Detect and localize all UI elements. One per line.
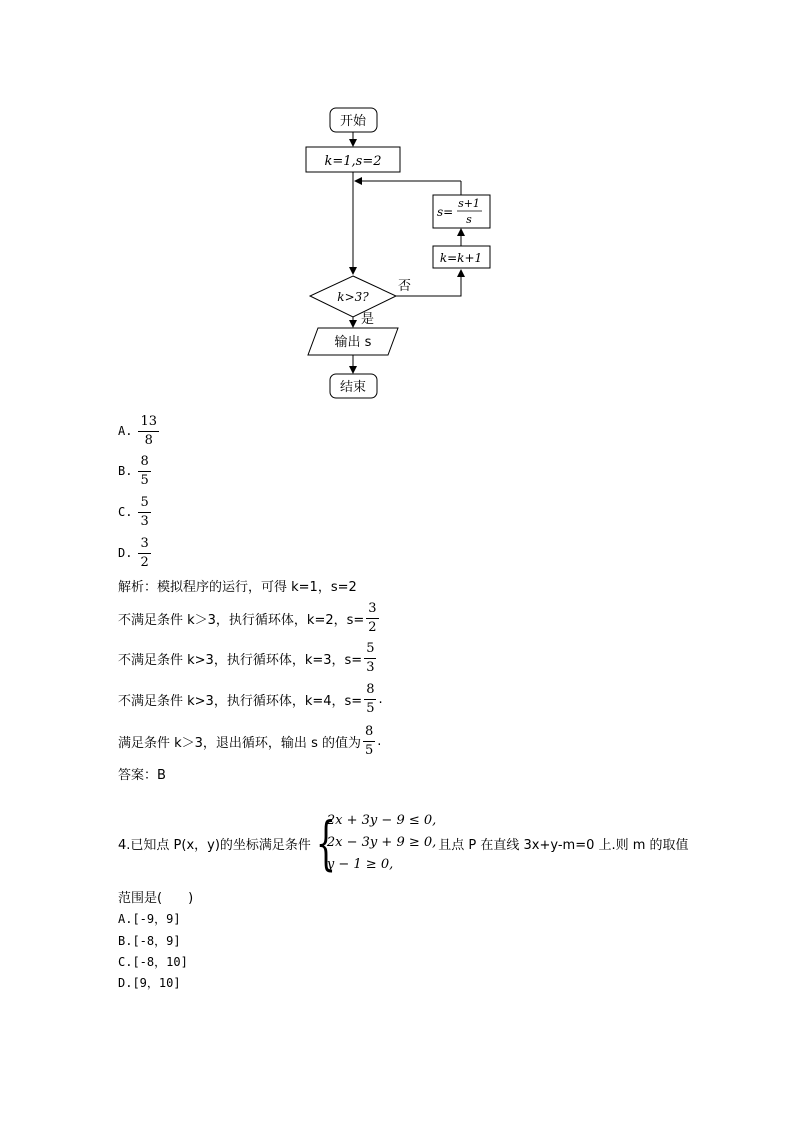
update-num: s+1 bbox=[458, 197, 480, 210]
analysis-line-5-fraction: $\frac{8}{5}$ bbox=[364, 723, 374, 758]
analysis-line-2-fraction: $\frac{3}{2}$ bbox=[368, 600, 377, 635]
update-den: s bbox=[466, 213, 472, 226]
condition-label: k>3? bbox=[337, 290, 369, 304]
end-label: 结束 bbox=[339, 380, 367, 395]
increment-label: k=k+1 bbox=[439, 251, 483, 265]
option-a-fraction: $\frac{13}{8}$ bbox=[140, 413, 157, 448]
analysis-line-4-fraction: $\frac{8}{5}$ bbox=[366, 681, 375, 716]
q4-option-d: D.[9，10] bbox=[118, 975, 181, 990]
option-c: C. $\frac{5}{3}$ bbox=[118, 494, 149, 529]
q4-option-b: B.[-8，9] bbox=[118, 933, 181, 948]
analysis-line-5: 满足条件 k＞3，退出循环，输出 s 的值为 $\frac{8}{5}$ . bbox=[118, 723, 382, 758]
condition-system bbox=[313, 810, 436, 876]
answer-line: 答案：B bbox=[118, 767, 166, 783]
brace-icon: { bbox=[315, 809, 336, 877]
condition-1: 2x + 3y − 9 ≤ 0, bbox=[326, 813, 437, 828]
option-d-fraction: $\frac{3}{2}$ bbox=[140, 535, 149, 570]
flowchart bbox=[0, 0, 794, 410]
q4-option-c: C.[-8，10] bbox=[118, 954, 188, 969]
yes-label: 是 bbox=[361, 312, 375, 327]
no-label: 否 bbox=[398, 279, 412, 294]
start-label: 开始 bbox=[339, 114, 367, 129]
init-label: k=1,s=2 bbox=[324, 154, 382, 169]
analysis-line-1: 解析：模拟程序的运行，可得 k=1，s=2 bbox=[118, 579, 357, 595]
output-label: 输出 s bbox=[334, 335, 372, 350]
condition-2: 2x − 3y + 9 ≥ 0, bbox=[326, 835, 437, 850]
question-4: 4.已知点 P(x，y)的坐标满足条件 { 2x + 3y − 9 ≤ 0, 2x − 3y + 9 ≥ 0, y − 1 ≥ 0, 且点 P 在直线 3x+y-m=0 上.则 m 的取值 bbox=[118, 809, 689, 877]
question-4-line-2: 范围是( ) bbox=[118, 890, 194, 906]
option-d: D. $\frac{3}{2}$ bbox=[118, 535, 149, 570]
option-c-fraction: $\frac{5}{3}$ bbox=[140, 494, 149, 529]
analysis-line-3: 不满足条件 k>3，执行循环体，k=3，s= $\frac{5}{3}$ bbox=[118, 640, 375, 675]
update-lhs: s= bbox=[437, 205, 454, 219]
analysis-line-3-fraction: $\frac{5}{3}$ bbox=[366, 640, 375, 675]
q4-option-a: A.[-9，9] bbox=[118, 911, 181, 926]
option-a: A. $\frac{13}{8}$ bbox=[118, 413, 157, 448]
condition-3: y − 1 ≥ 0, bbox=[326, 857, 394, 872]
option-b: B. $\frac{8}{5}$ bbox=[118, 453, 149, 488]
analysis-line-2: 不满足条件 k＞3，执行循环体，k=2，s= $\frac{3}{2}$ bbox=[118, 600, 377, 635]
analysis-line-4: 不满足条件 k>3，执行循环体，k=4，s= $\frac{8}{5}$ . bbox=[118, 681, 383, 716]
option-b-fraction: $\frac{8}{5}$ bbox=[140, 453, 149, 488]
